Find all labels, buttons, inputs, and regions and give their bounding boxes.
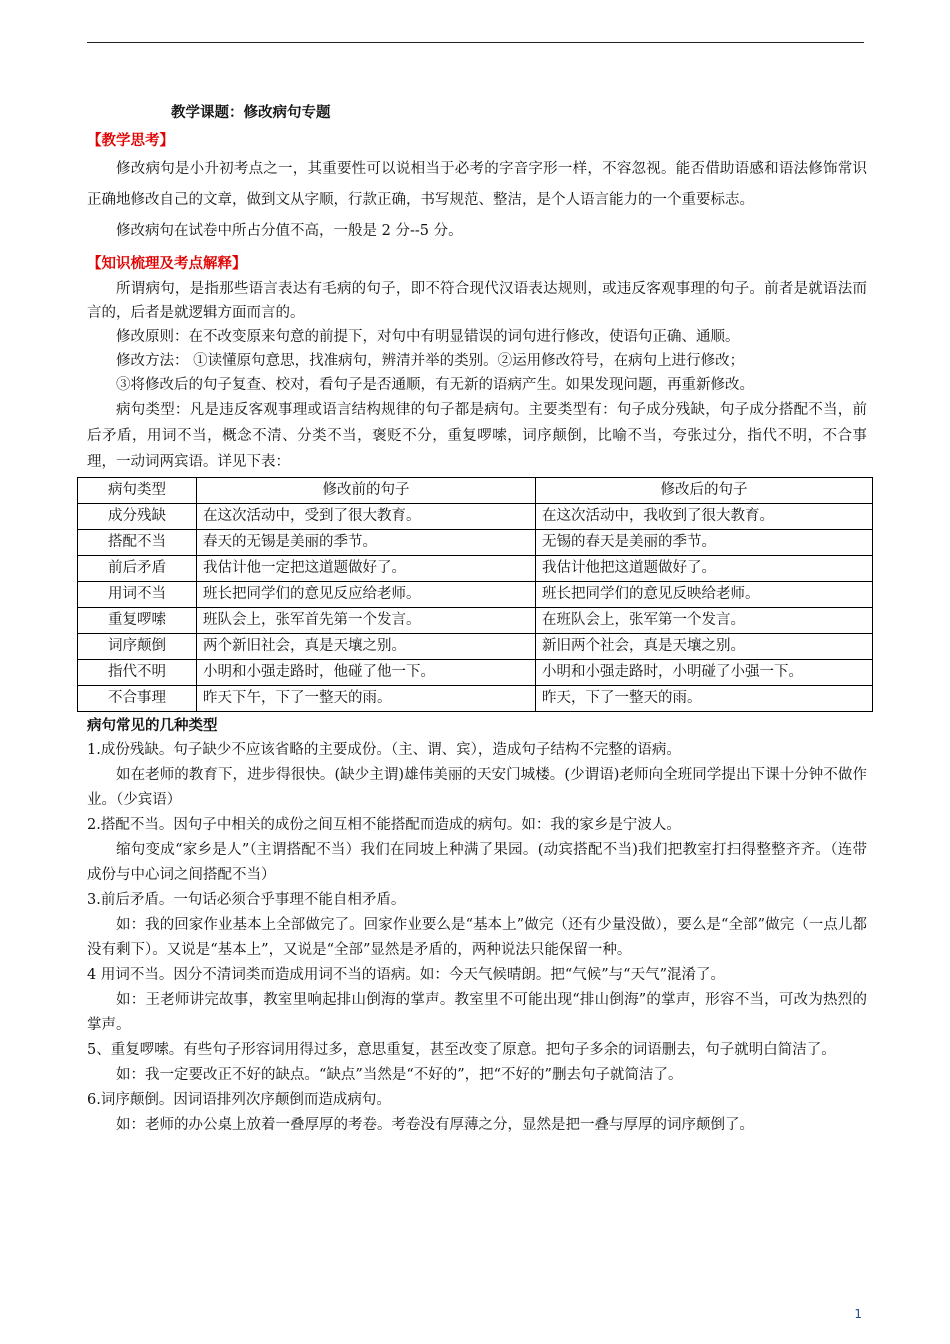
table-header: 修改前的句子 [197, 478, 536, 504]
table-header-row [78, 478, 873, 504]
table-row [78, 556, 873, 582]
table-cell: 小明和小强走路时，他碰了他一下。 [197, 660, 536, 686]
type-item: 4 用词不当。因分不清词类而造成用词不当的语病。如：今天气候晴朗。把“气候”与“天气”混淆了。 [87, 967, 725, 983]
section-heading-knowledge: 【知识梳理及考点解释】 [87, 256, 247, 272]
table-row [78, 530, 873, 556]
type-example: 如在老师的教育下，进步得很快。(缺少主谓)雄伟美丽的天安门城楼。(少谓语)老师向全班同学提出下课十分钟不做作业。（少宾语） [87, 767, 867, 808]
table-header: 病句类型 [78, 478, 197, 504]
table-cell: 成分残缺 [78, 504, 197, 530]
table-cell: 搭配不当 [78, 530, 197, 556]
table-cell: 词序颠倒 [78, 634, 197, 660]
type-example: 如：我一定要改正不好的缺点。“缺点”当然是“不好的”，把“不好的”删去句子就简洁了。 [116, 1067, 683, 1083]
table-row [78, 504, 873, 530]
paragraph: 病句类型：凡是违反客观事理或语言结构规律的句子都是病句。主要类型有：句子成分残缺，句子成分搭配不当，前后矛盾，用词不当，概念不清、分类不当，褒贬不分，重复啰嗦，词序颠倒，比喻不当，夸张过分，指代不明，不合事理，一动词两宾语。详见下表： [87, 402, 867, 470]
table-row [78, 582, 873, 608]
paragraph: 修改原则：在不改变原来句意的前提下，对句中有明显错误的词句进行修改，使语句正确、通顺。 [116, 329, 740, 345]
table-cell: 无锡的春天是美丽的季节。 [536, 530, 873, 556]
table-row [78, 608, 873, 634]
sentence-error-table [77, 477, 873, 712]
paragraph: 修改病句在试卷中所占分值不高，一般是 2 分--5 分。 [116, 223, 463, 239]
table-row [78, 686, 873, 712]
paragraph: 修改方法： ①读懂原句意思，找准病句，辨清并举的类别。②运用修改符号，在病句上进行修改； [116, 353, 745, 369]
table-cell: 在这次活动中，受到了很大教育。 [197, 504, 536, 530]
lesson-title: 教学课题：修改病句专题 [171, 105, 331, 121]
type-example: 如：老师的办公桌上放着一叠厚厚的考卷。考卷没有厚薄之分，显然是把一叠与厚厚的词序颠倒了。 [116, 1117, 754, 1133]
type-example: 如：王老师讲完故事，教室里响起排山倒海的掌声。教室里不可能出现“排山倒海”的掌声，形容不当，可改为热烈的掌声。 [87, 992, 867, 1033]
type-example: 如：我的回家作业基本上全部做完了。回家作业要么是“基本上”做完（还有少量没做），要么是“全部”做完（一点儿都没有剩下）。又说是“基本上”，又说是“全部”显然是矛盾的，两种说法只能保留一种。 [87, 917, 867, 958]
subsection-heading-types: 病句常见的几种类型 [87, 718, 218, 734]
table-cell: 班长把同学们的意见反应给老师。 [197, 582, 536, 608]
page-number: 1 [854, 1307, 862, 1321]
paragraph: 所谓病句，是指那些语言表达有毛病的句子，即不符合现代汉语表达规则，或违反客观事理的句子。前者是就语法而言的，后者是就逻辑方面而言的。 [87, 281, 867, 321]
table-cell: 不合事理 [78, 686, 197, 712]
table-cell: 昨天下午，下了一整天的雨。 [197, 686, 536, 712]
type-item: 2.搭配不当。因句子中相关的成份之间互相不能搭配而造成的病句。如：我的家乡是宁波人。 [87, 817, 681, 833]
table-cell: 在这次活动中，我收到了很大教育。 [536, 504, 873, 530]
table-cell: 两个新旧社会，真是天壤之别。 [197, 634, 536, 660]
table-row [78, 660, 873, 686]
paragraph: ③将修改后的句子复查、校对，看句子是否通顺，有无新的语病产生。如果发现问题，再重新修改。 [116, 377, 754, 393]
section-heading-teaching-thoughts: 【教学思考】 [87, 133, 174, 149]
paragraph: 修改病句是小升初考点之一，其重要性可以说相当于必考的字音字形一样，不容忽视。能否借助语感和语法修饰常识正确地修改自己的文章，做到文从字顺，行款正确，书写规范、整洁，是个人语言能力的一个重要标志。 [87, 161, 867, 208]
table-cell: 班长把同学们的意见反映给老师。 [536, 582, 873, 608]
table-cell: 前后矛盾 [78, 556, 197, 582]
type-item: 5、重复啰嗦。有些句子形容词用得过多，意思重复，甚至改变了原意。把句子多余的词语删去，句子就明白简洁了。 [87, 1042, 836, 1058]
table-header: 修改后的句子 [536, 478, 873, 504]
table-cell: 用词不当 [78, 582, 197, 608]
table-cell: 在班队会上，张军第一个发言。 [536, 608, 873, 634]
document-body [87, 100, 867, 1138]
table-row [78, 634, 873, 660]
table-cell: 我估计他一定把这道题做好了。 [197, 556, 536, 582]
table-cell: 重复啰嗦 [78, 608, 197, 634]
table-cell: 指代不明 [78, 660, 197, 686]
type-item: 6.词序颠倒。因词语排列次序颠倒而造成病句。 [87, 1092, 391, 1108]
table-cell: 班队会上，张军首先第一个发言。 [197, 608, 536, 634]
table-cell: 昨天，下了一整天的雨。 [536, 686, 873, 712]
type-item: 1.成份残缺。句子缺少不应该省略的主要成份。（主、谓、宾），造成句子结构不完整的语病。 [87, 742, 681, 758]
table-cell: 小明和小强走路时，小明碰了小强一下。 [536, 660, 873, 686]
type-item: 3.前后矛盾。一句话必须合乎事理不能自相矛盾。 [87, 892, 406, 908]
table-cell: 我估计他把这道题做好了。 [536, 556, 873, 582]
table-cell: 新旧两个社会，真是天壤之别。 [536, 634, 873, 660]
type-example: 缩句变成“家乡是人”（主谓搭配不当）我们在同坡上种满了果园。(动宾搭配不当)我们把教室打扫得整整齐齐。（连带成份与中心词之间搭配不当） [87, 842, 867, 883]
header-rule [87, 42, 864, 43]
table-cell: 春天的无锡是美丽的季节。 [197, 530, 536, 556]
